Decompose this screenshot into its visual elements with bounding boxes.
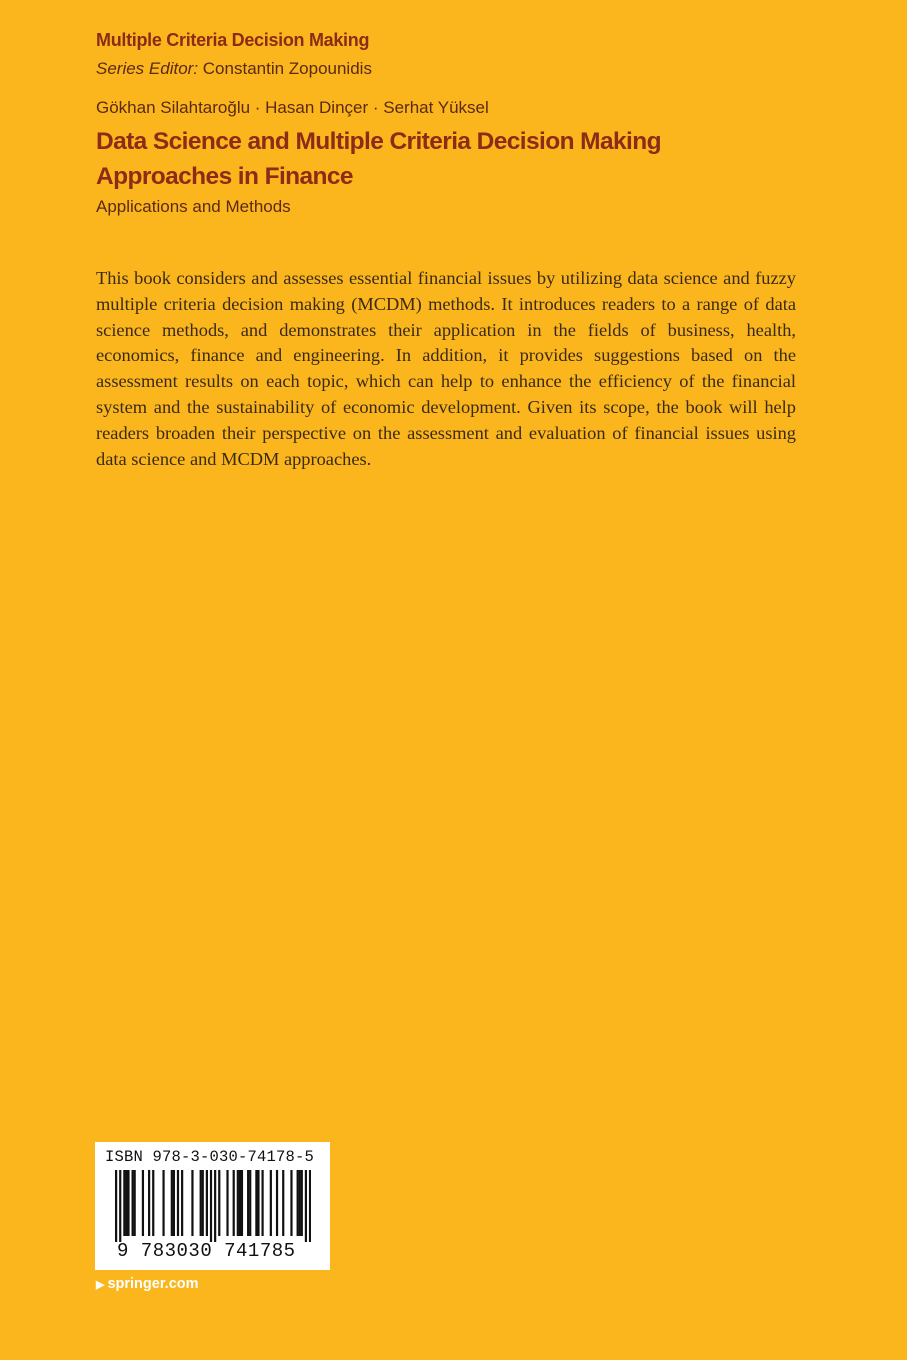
series-editor <box>96 59 372 79</box>
barcode-bar <box>148 1170 150 1236</box>
barcode-bar <box>127 1170 129 1236</box>
publisher-url: springer.com <box>107 1276 199 1292</box>
barcode-bar <box>299 1170 301 1236</box>
isbn-label: ISBN 978-3-030-74178-5 <box>105 1148 315 1166</box>
barcode-bar <box>202 1170 204 1236</box>
barcode-bar <box>261 1170 263 1236</box>
authors: Gökhan Silahtaroğlu · Hasan Dinçer · Serhat Yüksel <box>96 98 489 117</box>
book-title: Data Science and Multiple Criteria Decision Making Approaches in Finance <box>96 128 661 190</box>
barcode-bar <box>119 1170 121 1242</box>
barcode-bar <box>297 1170 299 1236</box>
barcode-bar <box>276 1170 278 1236</box>
barcode-bar <box>241 1170 243 1236</box>
barcode-bar <box>152 1170 154 1236</box>
barcode-bar <box>125 1170 127 1236</box>
barcode-bar <box>305 1170 307 1242</box>
barcode-bar <box>270 1170 272 1236</box>
barcode-bar <box>210 1170 212 1242</box>
barcode-bar <box>214 1170 216 1242</box>
barcode-bar <box>239 1170 241 1236</box>
barcode-bar <box>290 1170 292 1236</box>
barcode-bar <box>206 1170 208 1236</box>
barcode-bar <box>115 1170 117 1242</box>
barcode-bar <box>226 1170 228 1236</box>
book-description: This book considers and assesses essential financial issues by utilizing data science and fuzzy multiple criteria decision making (MCDM) methods. It introduces readers to a range of data science methods, and demonstrates their application in the fields of business, health, economics, finance and engineering. In addition, it provides suggestions based on the assessment results on each topic, which can help to enhance the efficiency of the financial system and the sustainability of economic development. Given its scope, the book will help readers broaden their perspective on the assessment and evaluation of financial issues using data science and MCDM approaches. <box>96 268 796 469</box>
barcode-bar <box>249 1170 251 1236</box>
series-editor-label: Series Editor: <box>96 59 199 78</box>
publisher-link[interactable] <box>96 1276 199 1292</box>
barcode-bar <box>191 1170 193 1236</box>
barcode-bar <box>218 1170 220 1236</box>
barcode-bar <box>173 1170 175 1236</box>
barcode-number: 9 783030 741785 <box>117 1240 296 1262</box>
barcode-bar <box>301 1170 303 1236</box>
barcode-bar <box>162 1170 164 1236</box>
barcode-bar <box>132 1170 134 1236</box>
barcode-bar <box>255 1170 257 1236</box>
book-subtitle: Applications and Methods <box>96 197 291 216</box>
barcode-bar <box>237 1170 239 1236</box>
barcode-bar <box>123 1170 125 1236</box>
barcode-bar <box>257 1170 259 1236</box>
barcode-bars <box>115 1170 311 1242</box>
barcode-bar <box>233 1170 235 1236</box>
triangle-right-icon: ▶ <box>96 1279 105 1291</box>
barcode-bar <box>171 1170 173 1236</box>
barcode-bar <box>134 1170 136 1236</box>
series-editor-name: Constantin Zopounidis <box>202 59 372 78</box>
barcode-bar <box>142 1170 144 1236</box>
isbn-barcode <box>95 1142 330 1270</box>
barcode-bar <box>247 1170 249 1236</box>
series-name: Multiple Criteria Decision Making <box>96 30 370 50</box>
barcode-bar <box>309 1170 311 1242</box>
barcode-bar <box>181 1170 183 1236</box>
barcode-bar <box>200 1170 202 1236</box>
barcode-bar <box>282 1170 284 1236</box>
barcode-bar <box>177 1170 179 1236</box>
